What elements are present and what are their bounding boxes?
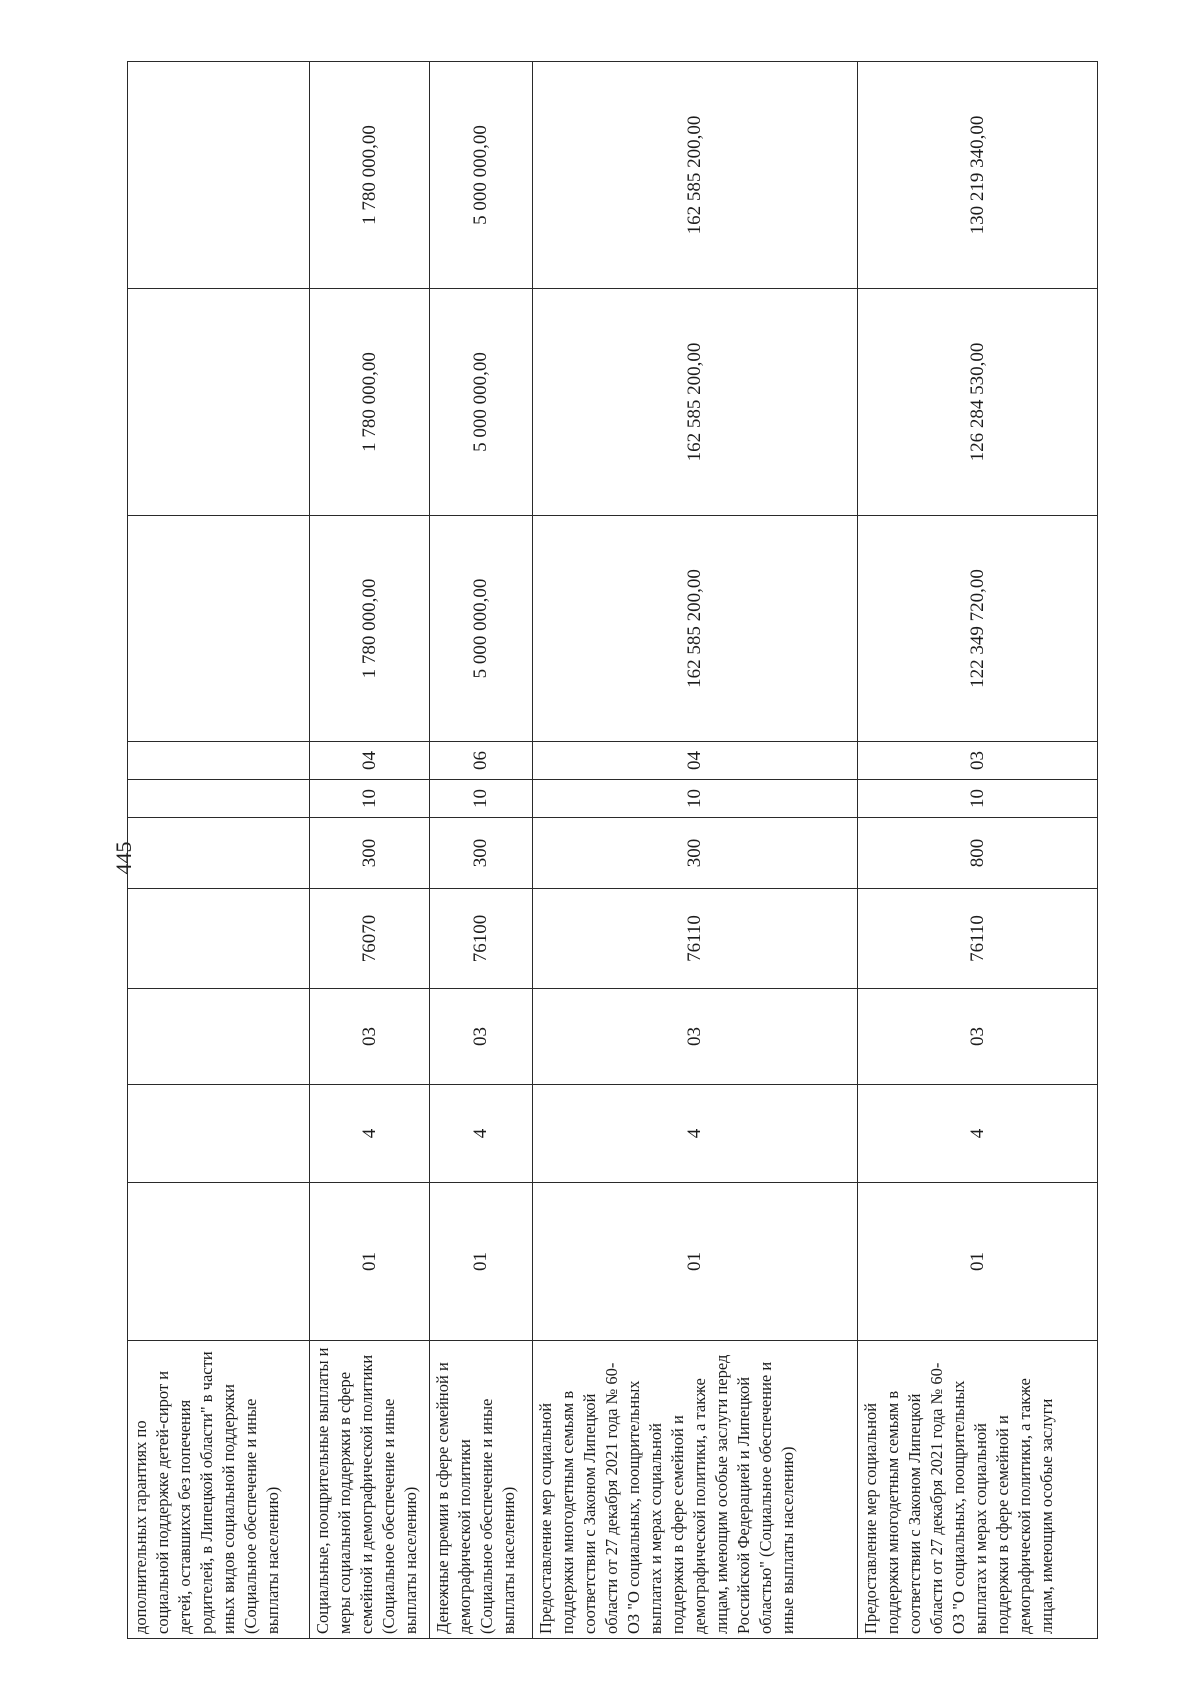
amount-year-1: 162 585 200,00 (533, 516, 858, 742)
row-name: Денежные премии в сфере семейной и демографической политики (Социальное обеспечение и иные выплаты населению) (430, 1341, 533, 1639)
code-expense-type (128, 818, 310, 889)
amount-year-3: 5 000 000,00 (430, 62, 533, 289)
amount-year-3 (128, 62, 310, 289)
code-direction: 76110 (533, 889, 858, 989)
row-name: Предоставление мер социальной поддержки многодетным семьям в соответствии с Законом Липецкой области от 27 декабря 2021 года № 60-ОЗ "О социальных, поощрительных выплатах и мерах социальной поддержки в сфере семейной и демографической политики, а также лицам, имеющим особые заслуги (858, 1341, 1098, 1639)
code-expense-type: 300 (533, 818, 858, 889)
row-name: дополнительных гарантиях по социальной поддержке детей-сирот и детей, оставшихся без попечения родителей, в Липецкой области" в части иных видов социальной поддержки (Социальное обеспечение и иные выплаты населению) (128, 1341, 310, 1639)
code-program (128, 1183, 310, 1341)
code-subsection: 04 (533, 742, 858, 780)
code-program: 01 (430, 1183, 533, 1341)
amount-year-2: 1 780 000,00 (310, 289, 430, 516)
code-type (128, 1085, 310, 1183)
amount-year-2 (128, 289, 310, 516)
code-subprogram: 03 (858, 989, 1098, 1085)
table-container (127, 62, 1097, 1639)
amount-year-2: 126 284 530,00 (858, 289, 1098, 516)
code-type: 4 (533, 1085, 858, 1183)
code-section: 10 (533, 780, 858, 818)
code-section: 10 (430, 780, 533, 818)
row-name: Предоставление мер социальной поддержки многодетным семьям в соответствии с Законом Липецкой области от 27 декабря 2021 года № 60-ОЗ "О социальных, поощрительных выплатах и мерах социальной поддержки в сфере семейной и демографической политики, а также лицам, имеющим особые заслуги перед Российской Федерацией и Липецкой областью" (Социальное обеспечение и иные выплаты населению) (533, 1341, 858, 1639)
code-program: 01 (533, 1183, 858, 1341)
table-row (310, 62, 430, 1639)
code-section (128, 780, 310, 818)
amount-year-3: 130 219 340,00 (858, 62, 1098, 289)
amount-year-1: 1 780 000,00 (310, 516, 430, 742)
code-subprogram: 03 (533, 989, 858, 1085)
amount-year-1: 5 000 000,00 (430, 516, 533, 742)
amount-year-1: 122 349 720,00 (858, 516, 1098, 742)
table-row (533, 62, 858, 1639)
code-subprogram: 03 (430, 989, 533, 1085)
code-expense-type: 800 (858, 818, 1098, 889)
code-direction: 76100 (430, 889, 533, 989)
budget-table (127, 61, 1098, 1639)
amount-year-3: 162 585 200,00 (533, 62, 858, 289)
code-section: 10 (310, 780, 430, 818)
code-subsection: 06 (430, 742, 533, 780)
amount-year-2: 5 000 000,00 (430, 289, 533, 516)
code-type: 4 (310, 1085, 430, 1183)
code-direction (128, 889, 310, 989)
page-number: 445 (111, 841, 136, 875)
table-row (430, 62, 533, 1639)
amount-year-2: 162 585 200,00 (533, 289, 858, 516)
code-subsection (128, 742, 310, 780)
code-program: 01 (310, 1183, 430, 1341)
amount-year-1 (128, 516, 310, 742)
table-row (858, 62, 1098, 1639)
code-subsection: 04 (310, 742, 430, 780)
code-expense-type: 300 (310, 818, 430, 889)
code-direction: 76110 (858, 889, 1098, 989)
table-row (128, 62, 310, 1639)
code-subprogram (128, 989, 310, 1085)
code-section: 10 (858, 780, 1098, 818)
code-direction: 76070 (310, 889, 430, 989)
code-type: 4 (430, 1085, 533, 1183)
code-program: 01 (858, 1183, 1098, 1341)
code-expense-type: 300 (430, 818, 533, 889)
code-subsection: 03 (858, 742, 1098, 780)
amount-year-3: 1 780 000,00 (310, 62, 430, 289)
code-type: 4 (858, 1085, 1098, 1183)
row-name: Социальные, поощрительные выплаты и меры социальной поддержки в сфере семейной и демографической политики (Социальное обеспечение и иные выплаты населению) (310, 1341, 430, 1639)
code-subprogram: 03 (310, 989, 430, 1085)
